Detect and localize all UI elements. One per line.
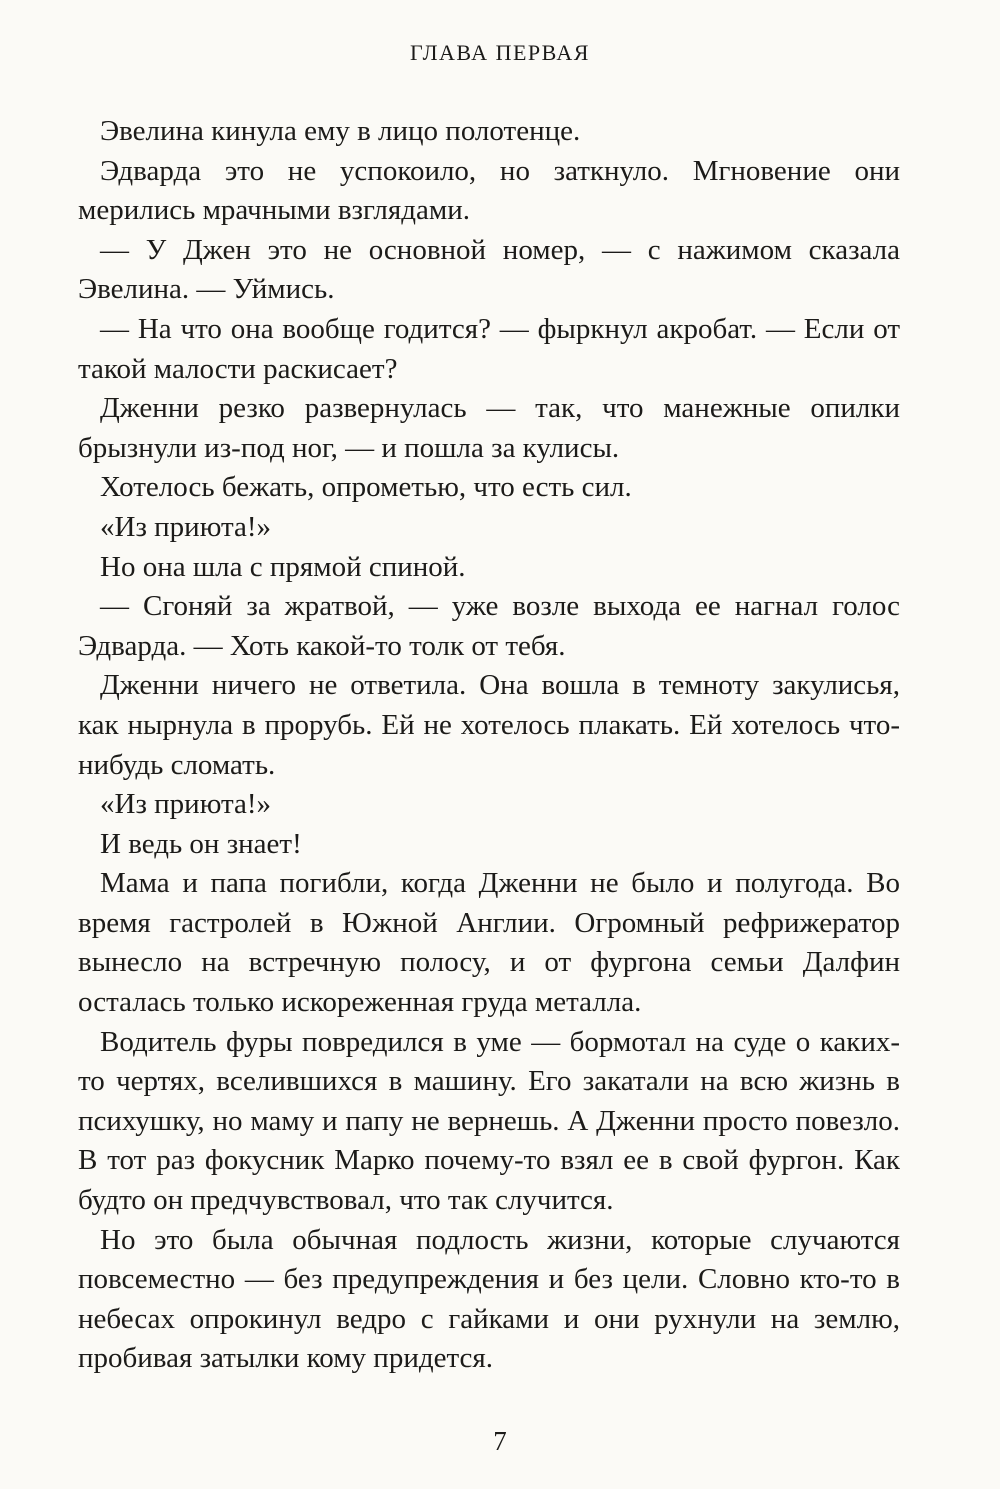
paragraph: Дженни резко развернулась — так, что манежные опилки брызнули из-под ног, — и пошла за кулисы. [78, 392, 900, 464]
body-text [78, 112, 900, 1379]
paragraph: Эвелина кинула ему в лицо полотенце. [100, 115, 581, 147]
paragraph: Но это была обычная подлость жизни, которые случаются повсеместно — без предупреждения и без цели. Словно кто-то в небесах опрокинул ведро с гайками и они рухнули на землю, пробивая затылки кому придется. [78, 1223, 900, 1375]
page-number: 7 [493, 1426, 507, 1456]
paragraph: Мама и папа погибли, когда Дженни не было и полугода. Во время гастролей в Южной Англии. Огромный рефрижератор вынесло на встречную полосу, и от фургона семьи Далфин осталась только искореженная груда металла. [78, 867, 900, 1019]
paragraph: Но она шла с прямой спиной. [100, 550, 466, 583]
paragraph: — У Джен это не основной номер, — с нажимом сказала Эвелина. — Уймись. [78, 233, 900, 306]
paragraph: «Из приюта!» [100, 510, 272, 543]
paragraph: — На что она вообще годится? — фыркнул акробат. — Если от такой малости раскисает? [78, 312, 900, 385]
paragraph: Хотелось бежать, опрометью, что есть сил. [100, 471, 632, 504]
paragraph: Эдварда это не успокоило, но заткнуло. Мгновение они мерились мрачными взглядами. [78, 154, 900, 227]
paragraph: «Из приюта!» [100, 788, 272, 821]
running-head: ГЛАВА ПЕРВАЯ [410, 40, 590, 65]
paragraph: И ведь он знает! [100, 827, 302, 860]
paragraph: Дженни ничего не ответила. Она вошла в темноту закулисья, как нырнула в прорубь. Ей не хотелось плакать. Ей хотелось что-нибудь сломать. [78, 669, 900, 781]
paragraph: — Сгоняй за жратвой, — уже возле выхода ее нагнал голос Эдварда. — Хоть какой-то толк от тебя. [78, 590, 900, 662]
paragraph: Водитель фуры повредился в уме — бормотал на суде о каких-то чертях, вселившихся в машину. Его закатали на всю жизнь в психушку, но маму и папу не вернешь. А Дженни просто повезло. В тот раз фокусник Марко почему-то взял ее в свой фургон. Как будто он предчувствовал, что так случится. [78, 1025, 900, 1217]
